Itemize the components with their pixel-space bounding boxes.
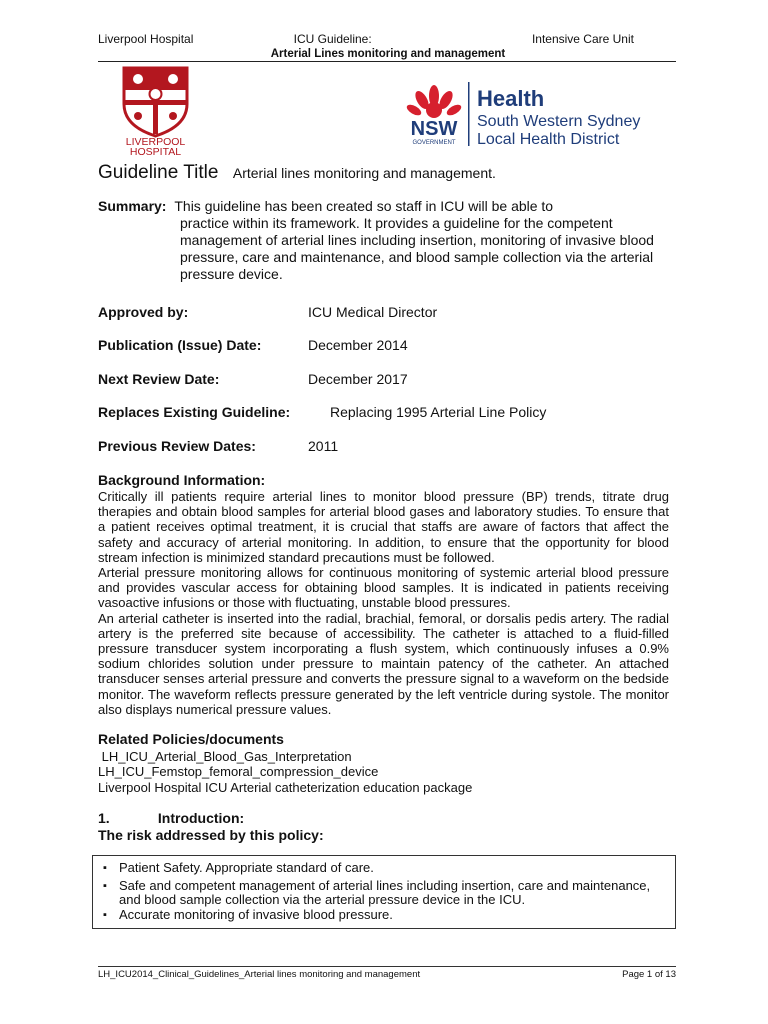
- replaces-guideline-field: [98, 404, 547, 420]
- page-footer: [98, 969, 676, 980]
- related-policies-section: [98, 732, 472, 795]
- waratah-icon: [404, 80, 654, 150]
- background-heading: Background Information:: [98, 472, 266, 488]
- background-paragraph-2: Arterial pressure monitoring allows for continuous monitoring of systemic arterial blood pressure and provides vascular access for obtaining blood samples. It is indicated in patients receiving vasoactive infusions or those with fluctuating, unstable blood pressures.: [98, 565, 669, 611]
- guideline-title: [98, 162, 496, 184]
- header-subtitle: Arterial Lines monitoring and management: [270, 48, 506, 60]
- risk-item: ▪ Accurate monitoring of invasive blood pressure.: [119, 908, 667, 923]
- footer-divider: [98, 966, 676, 967]
- liverpool-hospital-logo: [118, 66, 193, 156]
- previous-review-label: Previous Review Dates:: [98, 438, 256, 454]
- footer-page-number: Page 1 of 13: [622, 969, 676, 980]
- previous-review-value: 2011: [308, 438, 339, 454]
- running-header: [98, 32, 678, 61]
- summary-section: [98, 198, 676, 283]
- header-guideline-label: ICU Guideline:: [293, 32, 372, 46]
- header-hospital: Liverpool Hospital: [98, 32, 194, 46]
- svg-text:South Western Sydney: South Western Sydney: [477, 113, 641, 130]
- svg-text:NSW: NSW: [410, 118, 458, 140]
- replaces-guideline-value: Replacing 1995 Arterial Line Policy: [330, 404, 547, 420]
- summary-label: Summary:: [98, 198, 167, 214]
- next-review-label: Next Review Date:: [98, 371, 220, 387]
- publication-date-field: [98, 337, 408, 353]
- svg-text:LIVERPOOL: LIVERPOOL: [125, 136, 186, 148]
- summary-first-line: This guideline has been created so staff in ICU will be able to: [174, 198, 554, 214]
- header-unit: Intensive Care Unit: [531, 32, 634, 46]
- liverpool-crest-icon: [118, 66, 193, 156]
- risk-list: [101, 861, 667, 922]
- title-value: Arterial lines monitoring and management.: [232, 165, 496, 181]
- svg-text:Health: Health: [477, 86, 545, 111]
- svg-text:GOVERNMENT: GOVERNMENT: [412, 140, 456, 146]
- approved-by-value: ICU Medical Director: [308, 304, 438, 320]
- footer-document-name: LH_ICU2014_Clinical_Guidelines_Arterial lines monitoring and management: [98, 969, 421, 980]
- section-number: 1.: [98, 810, 110, 826]
- approved-by-field: [98, 304, 438, 320]
- related-item: Liverpool Hospital ICU Arterial catheterization education package: [98, 779, 473, 795]
- introduction-section: [98, 810, 324, 844]
- title-label: Guideline Title: [98, 162, 219, 183]
- next-review-value: December 2017: [308, 371, 408, 387]
- risk-item: ▪ Safe and competent management of arterial lines including insertion, care and maintenance, and blood sample collection via the arterial pressure device in the ICU.: [119, 879, 667, 908]
- replaces-guideline-label: Replaces Existing Guideline:: [98, 404, 291, 420]
- risk-item: ▪ Patient Safety. Appropriate standard of care.: [119, 861, 667, 876]
- svg-text:HOSPITAL: HOSPITAL: [129, 146, 182, 156]
- introduction-heading: Introduction:: [157, 810, 245, 826]
- approved-by-label: Approved by:: [98, 304, 189, 320]
- risk-heading: The risk addressed by this policy:: [98, 827, 324, 843]
- publication-date-label: Publication (Issue) Date:: [98, 337, 262, 353]
- background-paragraph-1: Critically ill patients require arterial lines to monitor blood pressure (BP) trends, titrate drug therapies and obtain blood samples for arterial blood gases and laboratory studies. To ensure that a patient receives optimal treatment, it is crucial that staffs are aware of factors that affect the safety and accuracy of arterial monitoring. In addition, to ensure that the opportunity for blood stream infection is minimized standard precautions must be followed.: [98, 489, 669, 565]
- previous-review-field: [98, 438, 339, 454]
- background-paragraph-3: An arterial catheter is inserted into the radial, brachial, femoral, or dorsalis pedis artery. The radial artery is the preferred site because of accessibility. The catheter is attached to a fluid-filled pressure transducer system incorporating a flush system, which continuously infuses a 0.9% sodium chlorides solution under pressure to maintain patency of the catheter. An attached transducer senses arterial pressure and converts the pressure signal to a waveform on the bedside monitor. The waveform reflects pressure generated by the left ventricle during systole. The monitor also displays numerical pressure values.: [98, 610, 669, 717]
- background-section: [98, 472, 669, 717]
- header-divider: [98, 61, 676, 62]
- summary-body: practice within its framework. It provides a guideline for the competent management of arterial lines including insertion, monitoring of invasive blood pressure, care and maintenance, and blood sample collection via the arterial pressure device.: [180, 215, 654, 282]
- svg-text:Local Health District: Local Health District: [477, 131, 620, 148]
- nsw-health-logo: [404, 80, 654, 150]
- related-heading: Related Policies/documents: [98, 731, 284, 747]
- related-item: LH_ICU_Femstop_femoral_compression_device: [98, 764, 379, 779]
- risk-list-box: [92, 855, 676, 929]
- publication-date-value: December 2014: [308, 337, 408, 353]
- related-item: LH_ICU_Arterial_Blood_Gas_Interpretation: [98, 748, 352, 764]
- next-review-field: [98, 371, 408, 387]
